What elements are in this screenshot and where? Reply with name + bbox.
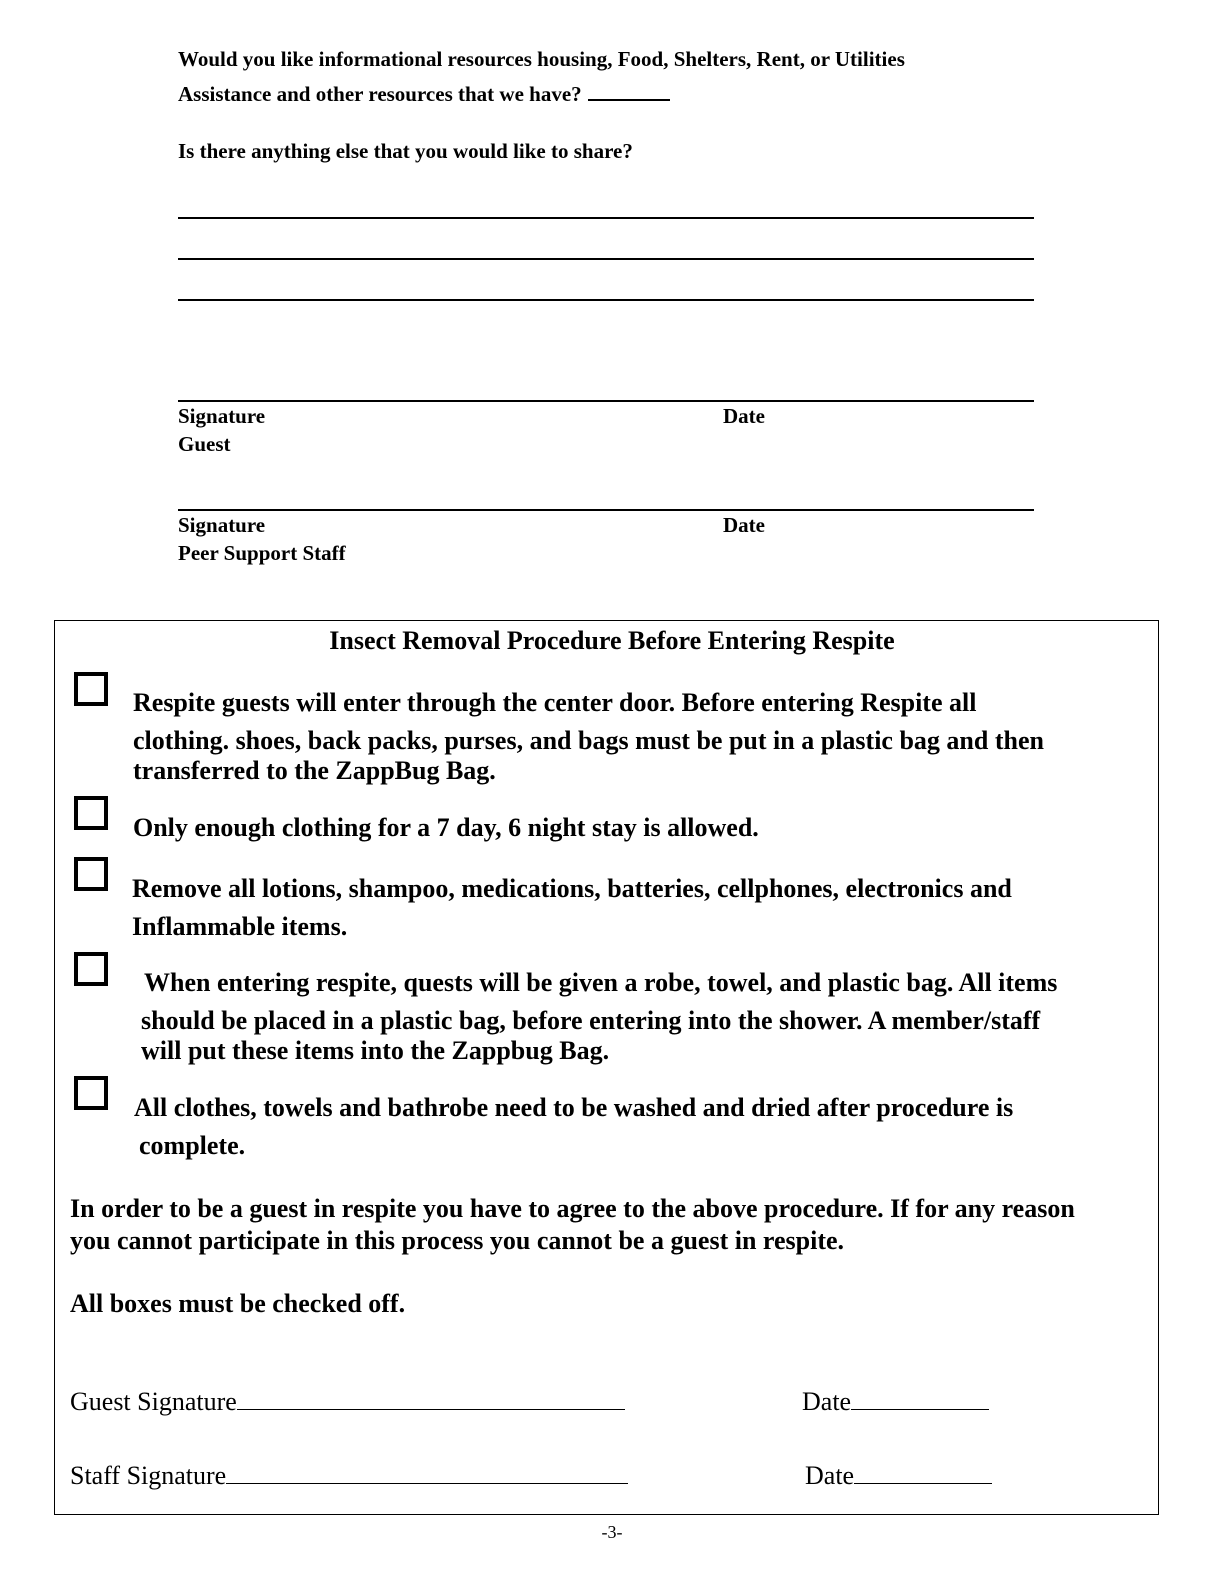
staff-signature-label: Signature	[178, 513, 266, 537]
procedure-title: Insect Removal Procedure Before Entering Respite	[329, 626, 895, 655]
procedure-item-3-line: Remove all lotions, shampoo, medications, batteries, cellphones, electronics and	[132, 874, 1012, 903]
all-boxes-note: All boxes must be checked off.	[70, 1289, 406, 1318]
share-answer-line-3[interactable]	[178, 299, 1034, 301]
procedure-checkbox-3[interactable]	[74, 857, 108, 891]
agreement-text	[70, 1193, 1075, 1257]
guest-date-row	[802, 1385, 989, 1417]
staff-date-field[interactable]	[854, 1459, 992, 1484]
guest-date-field[interactable]	[851, 1385, 989, 1410]
guest-signature-field[interactable]	[237, 1385, 625, 1410]
resources-question-line2	[178, 77, 905, 112]
staff-signature-bottom-label: Staff Signature	[70, 1461, 227, 1490]
resources-question-line1: Would you like informational resources housing, Food, Shelters, Rent, or Utilities	[178, 47, 905, 71]
guest-signature-bottom-label: Guest Signature	[70, 1387, 237, 1416]
staff-date-label: Date	[723, 513, 765, 537]
procedure-item-2-line: Only enough clothing for a 7 day, 6 night stay is allowed.	[133, 813, 759, 842]
procedure-checkbox-2[interactable]	[74, 796, 108, 830]
procedure-checkbox-4[interactable]	[74, 952, 108, 986]
procedure-item-2	[133, 811, 759, 844]
procedure-item-4	[141, 966, 1057, 1067]
agreement-line-1: In order to be a guest in respite you have to agree to the above procedure. If for any reason	[70, 1194, 1075, 1223]
guest-signature-row	[70, 1385, 625, 1417]
share-question: Is there anything else that you would like to share?	[178, 139, 633, 163]
procedure-checkbox-1[interactable]	[74, 672, 108, 706]
procedure-item-3	[132, 872, 1012, 943]
procedure-item-5-line: All clothes, towels and bathrobe need to be washed and dried after procedure is	[134, 1093, 1014, 1122]
resources-question-line2-text: Assistance and other resources that we have?	[178, 82, 582, 106]
staff-signature-field[interactable]	[226, 1459, 628, 1484]
guest-date-label: Date	[723, 404, 765, 428]
procedure-item-3-line: Inflammable items.	[132, 912, 348, 941]
guest-signature-line[interactable]	[178, 400, 1034, 402]
procedure-item-1-line: Respite guests will enter through the center door. Before entering Respite all	[133, 688, 977, 717]
procedure-item-5-line: complete.	[139, 1131, 246, 1160]
procedure-item-4-line: When entering respite, quests will be given a robe, towel, and plastic bag. All items	[144, 968, 1058, 997]
staff-signature-row	[70, 1459, 628, 1491]
guest-date-bottom-label: Date	[802, 1387, 852, 1416]
procedure-item-4-line: should be placed in a plastic bag, before entering into the shower. A member/staff	[141, 1006, 1041, 1035]
procedure-item-1-line: clothing. shoes, back packs, purses, and bags must be put in a plastic bag and then	[133, 726, 1044, 755]
agreement-line-2: you cannot participate in this process you cannot be a guest in respite.	[70, 1226, 845, 1255]
resources-question	[178, 42, 905, 112]
guest-signature-label-block	[178, 402, 265, 458]
guest-role-label: Guest	[178, 432, 231, 456]
staff-date-row	[805, 1459, 992, 1491]
guest-signature-label: Signature	[178, 404, 266, 428]
procedure-item-4-line: will put these items into the Zappbug Bag.	[141, 1036, 610, 1065]
staff-role-label: Peer Support Staff	[178, 541, 346, 565]
procedure-item-1-line: transferred to the ZappBug Bag.	[133, 756, 496, 785]
resources-answer-blank[interactable]	[588, 81, 670, 101]
share-answer-line-1[interactable]	[178, 217, 1034, 219]
page-number: -3-	[601, 1522, 623, 1542]
share-answer-line-2[interactable]	[178, 258, 1034, 260]
procedure-item-5	[134, 1091, 1013, 1162]
procedure-checkbox-5[interactable]	[74, 1076, 108, 1110]
procedure-item-1	[133, 686, 1044, 787]
staff-signature-label-block	[178, 511, 346, 567]
staff-date-bottom-label: Date	[805, 1461, 855, 1490]
